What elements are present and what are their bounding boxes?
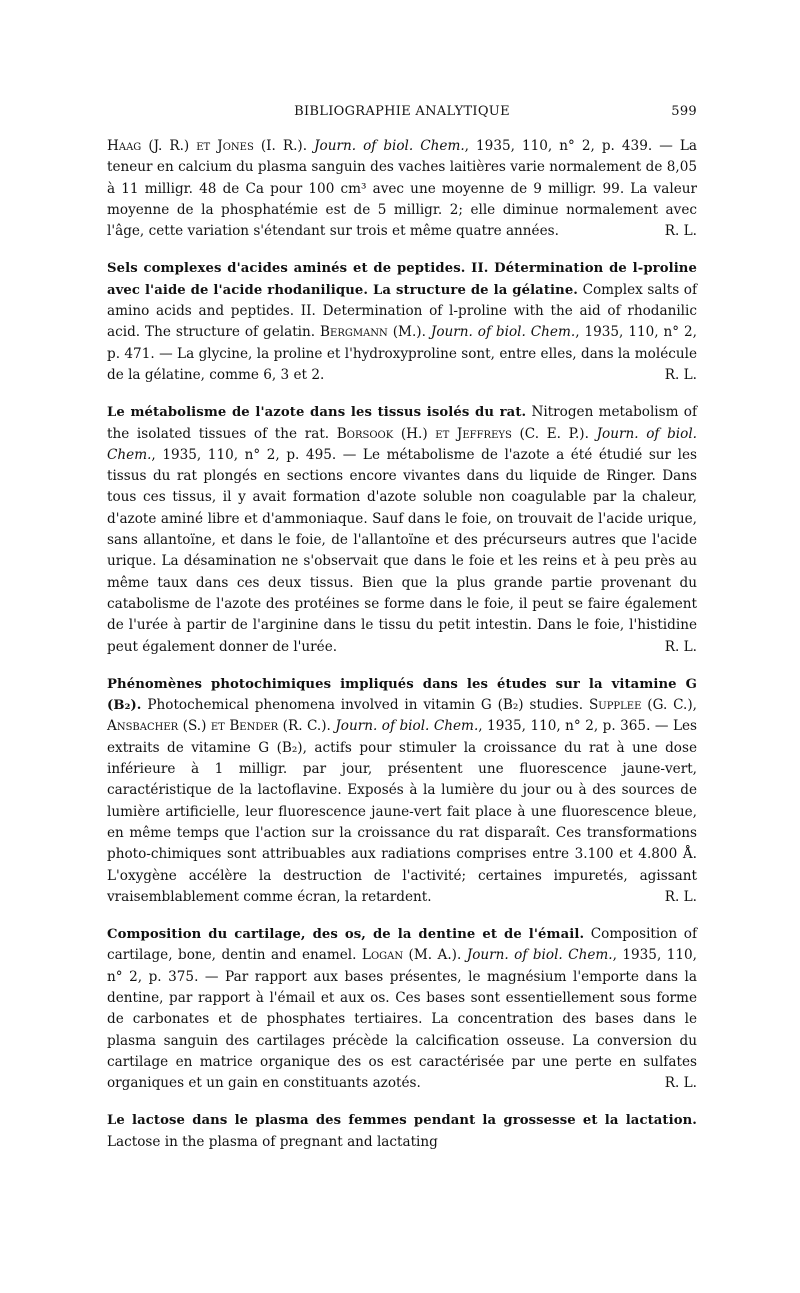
entry-journal: Journ. of biol. Chem. xyxy=(335,718,479,735)
entry-initials: R. L. xyxy=(664,366,697,383)
entry-authors: Bergmann (M.). xyxy=(320,324,426,341)
bibliography-entry-3 xyxy=(107,402,697,658)
entry-abstract: — La teneur en calcium du plasma sanguin des vaches laitières varie normalement de 8,05 à 11 milligr. 48 de Ca pour 100 cm³ avec une moyenne de 9 milligr. 99. La valeur moyenne de la phosphatémie est de 5 milligr. 2; elle diminue normalement avec l'âge, cette variation s'étendant sur trois et même quatre années. xyxy=(107,138,697,240)
entry-abstract: — La glycine, la proline et l'hydroxyproline sont, entre elles, dans la molécule de la gélatine, comme 6, 3 et 2. xyxy=(107,345,697,383)
entry-title: Le métabolisme de l'azote dans les tissus isolés du rat. xyxy=(107,405,527,421)
entry-citation: , 1935, 110, n° 2, p. 439. xyxy=(464,138,653,154)
entry-english-title: Photochemical phenomena involved in vitamin G (B₂) studies. xyxy=(141,697,589,714)
entry-initials: R. L. xyxy=(664,1075,697,1092)
entry-journal: Journ. of biol. Chem. xyxy=(107,425,697,463)
bibliography-entry-2 xyxy=(107,258,697,386)
running-header xyxy=(107,100,697,124)
entry-journal: Journ. of biol. Chem. xyxy=(430,324,576,341)
entry-citation: , 1935, 110, n° 2, p. 375. xyxy=(107,947,697,985)
entry-initials: R. L. xyxy=(664,223,697,240)
entry-citation: , 1935, 110, n° 2, p. 365. xyxy=(478,718,651,735)
entry-citation: , 1935, 110, n° 2, p. 471. xyxy=(107,324,697,362)
entry-abstract: — Par rapport aux bases présentes, le magnésium l'emporte dans la dentine, par rapport à l'émail et aux os. Ces bases sont essentiellement sous forme de carbonates et de phosphates tertiaires. La concentration des bases dans le plasma sanguin des cartilages précède la calcification osseuse. La conversion du cartilage en matrice organique des os est caractérisée par une perte en sulfates organiques et un gain en constituants azotés. xyxy=(107,968,698,1092)
entry-title: Le lactose dans le plasma des femmes pendant la grossesse et la lactation. xyxy=(107,1113,697,1129)
entry-authors: Supplee (G. C.), Ansbacher (S.) et Bender (R. C.). xyxy=(107,697,697,735)
page-number: 599 xyxy=(671,104,697,119)
entry-authors: Logan (M. A.). xyxy=(361,947,462,964)
bibliography-entry-5 xyxy=(107,924,697,1094)
document-page xyxy=(107,100,697,1153)
entry-title: Composition du cartilage, des os, de la dentine et de l'émail. xyxy=(107,927,585,943)
entry-citation: , 1935, 110, n° 2, p. 495. xyxy=(151,446,337,463)
bibliography-entry-6 xyxy=(107,1110,697,1153)
bibliography-entry-1 xyxy=(107,136,697,242)
entry-initials: R. L. xyxy=(664,888,697,905)
entry-english-title: Complex salts of amino acids and peptides. II. Determination of l-proline with the aid of rhodanilic acid. The structure of gelatin. xyxy=(107,281,697,341)
running-title: BIBLIOGRAPHIE ANALYTIQUE xyxy=(294,104,510,119)
entry-english-title: Lactose in the plasma of pregnant and lactating xyxy=(107,1133,438,1150)
entry-title: Sels complexes d'acides aminés et de peptides. II. Détermination de l-proline avec l'aide de l'acide rhodanilique. La structure de la gélatine. xyxy=(107,261,697,298)
entry-english-title: Nitrogen metabolism of the isolated tissues of the rat. xyxy=(107,404,697,442)
entry-journal: Journ. of biol. Chem. xyxy=(466,947,613,964)
entry-english-title: Composition of cartilage, bone, dentin and enamel. xyxy=(107,926,697,964)
entry-title: Phénomènes photochimiques impliqués dans les études sur la vitamine G (B₂). xyxy=(107,676,697,714)
bibliography-entry-4 xyxy=(107,674,697,908)
entry-journal: Journ. of biol. Chem. xyxy=(314,138,465,154)
entry-authors: Borsook (H.) et Jeffreys (C. E. P.). xyxy=(336,425,589,442)
entry-abstract: — Les extraits de vitamine G (B₂), actifs pour stimuler la croissance du rat à une dose inférieure à 1 milligr. par jour, présentent une fluorescence jaune-vert, caractéristique de la lactoflavine. Exposés à la lumière du jour ou à des sources de lumière artificielle, leur fluorescence jaune-vert fait place à une fluorescence bleue, en même temps que l'action sur la croissance du rat disparaît. Ces transformations photo-chimiques sont attribuables aux radiations comprises entre 3.100 et 4.800 Å. L'oxygène accélère la destruction de l'activité; certaines impuretés, agissant vraisemblablement comme écran, la retardent. xyxy=(107,718,697,905)
entry-abstract: — Le métabolisme de l'azote a été étudié sur les tissus du rat plongés en sections encore vivantes dans du liquide de Ringer. Dans tous ces tissus, il y avait formation d'azote soluble non coagulable par la chaleur, d'azote aminé libre et d'ammoniaque. Sauf dans le foie, on trouvait de l'acide urique, sans allantoïne, et dans le foie, de l'allantoïne et des précurseurs autres que l'acide urique. La désamination ne s'observait que dans le foie et les reins et à peu près au même taux dans ces deux tissus. Bien que la plus grande partie provenant du catabolisme de l'azote des protéines se forme dans le foie, il peut se faire également de l'urée à partir de l'arginine dans le tissu du petit intestin. Dans le foie, l'histidine peut également donner de l'urée. xyxy=(107,446,697,655)
entry-initials: R. L. xyxy=(664,638,697,655)
entry-authors: Haag (J. R.) et Jones (I. R.). xyxy=(107,138,308,154)
